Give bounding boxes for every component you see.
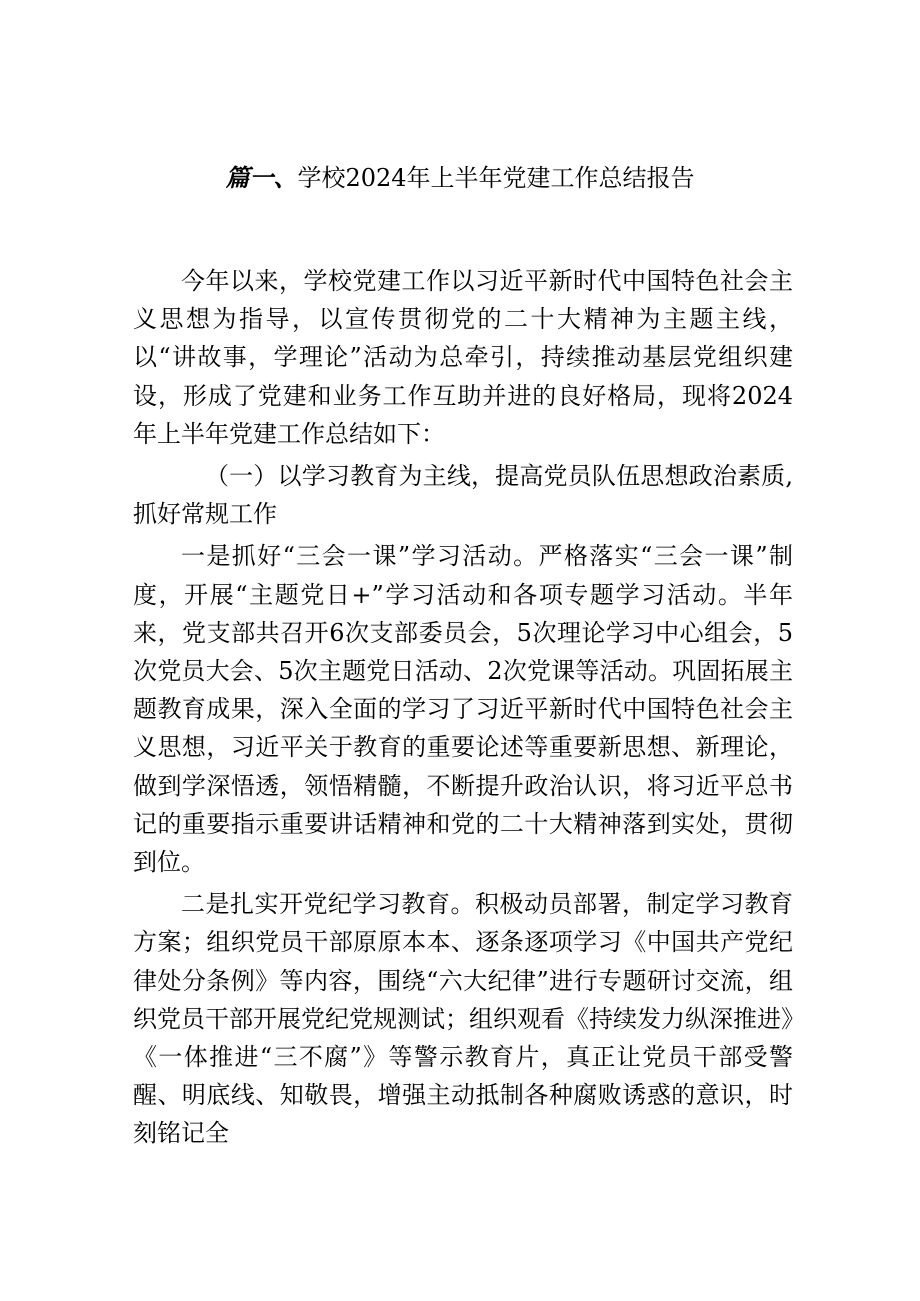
section-heading: （一）以学习教育为主线，提高党员队伍思想政治素质,抓好常规工作 <box>133 462 793 529</box>
title-main: 学校2024年上半年党建工作总结报告 <box>297 164 695 192</box>
body-paragraph-first: 一是抓好“三会一课”学习活动。严格落实“三会一课”制度，开展“主题党日+”学习活动和各项专题学习活动。半年来，党支部共召开6次支部委员会，5次理论学习中心组会，5次党员大会、5次主题党日活动、2次党课等活动。巩固拓展主题教育成果，深入全面的学习了习近平新时代中国特色社会主义思想，习近平关于教育的重要论述等重要新思想、新理论，做到学深悟透，领悟精髓，不断提升政治认识，将习近平总书记的重要指示重要讲话精神和党的二十大精神落到实处，贯彻到位。 <box>133 542 793 877</box>
intro-paragraph: 今年以来，学校党建工作以习近平新时代中国特色社会主义思想为指导，以宣传贯彻党的二十大精神为主题主线，以“讲故事，学理论”活动为总牵引，持续推动基层党组织建设，形成了党建和业务工作互助并进的良好格局，现将2024年上半年党建工作总结如下： <box>133 267 793 448</box>
document-title <box>0 158 920 198</box>
body-paragraph-second: 二是扎实开党纪学习教育。积极动员部署，制定学习教育方案；组织党员干部原原本本、逐条逐项学习《中国共产党纪律处分条例》等内容，围绕“六大纪律”进行专题研讨交流，组织党员干部开展党纪党规测试；组织观看《持续发力纵深推进》《一体推进“三不腐”》等警示教育片，真正让党员干部受警醒、明底线、知敬畏，增强主动抵制各种腐败诱惑的意识，时刻铭记全 <box>133 890 793 1148</box>
document-body <box>133 262 793 1157</box>
title-prefix: 篇一、 <box>225 163 298 192</box>
